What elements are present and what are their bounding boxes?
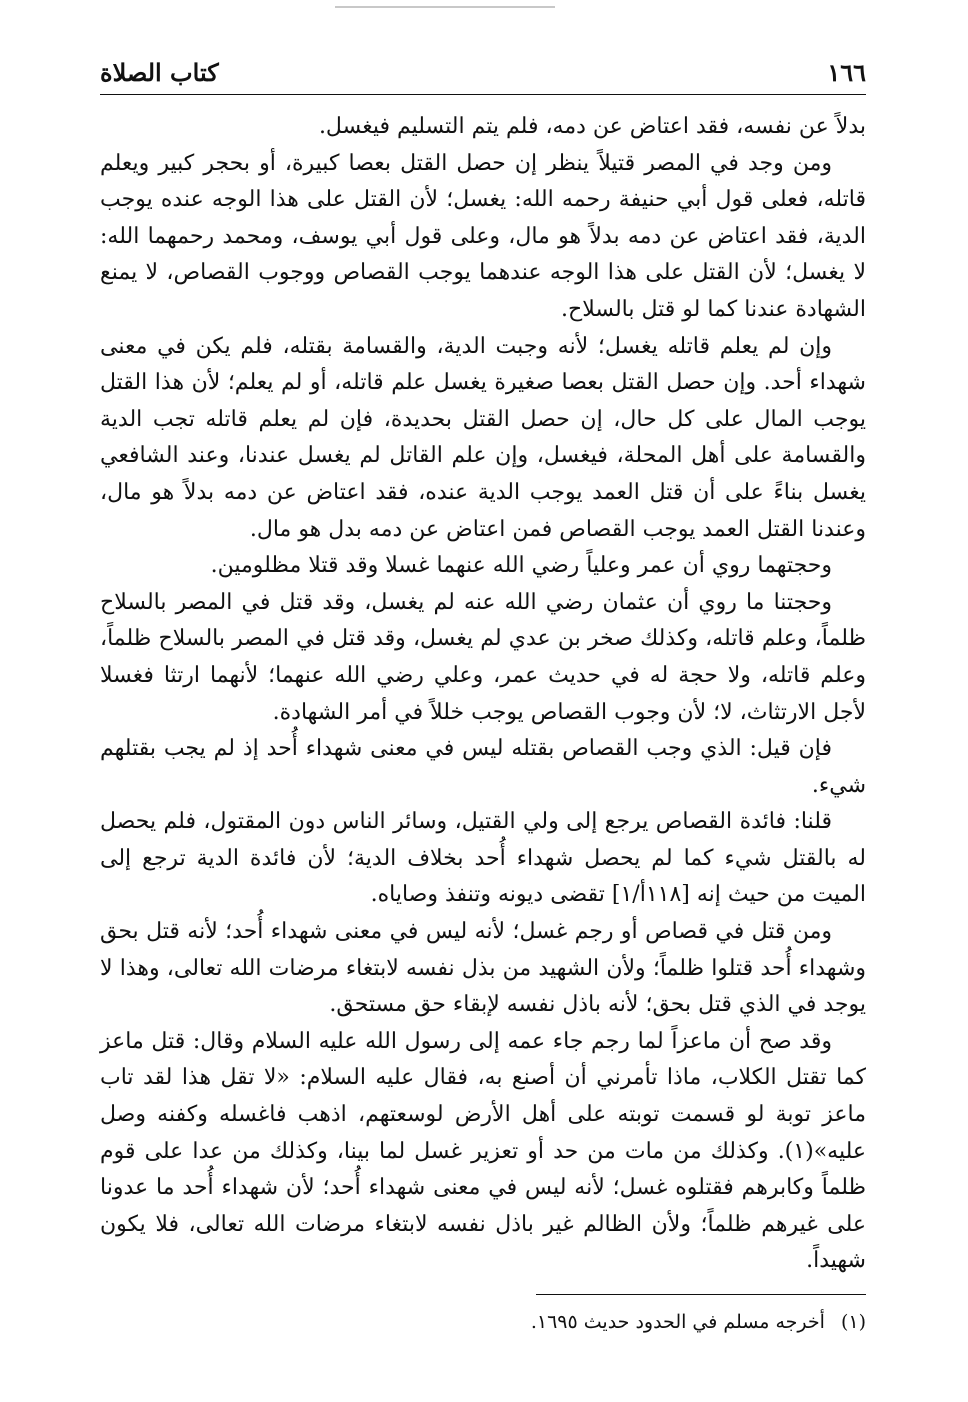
paragraph: فإن قيل: الذي وجب القصاص بقتله ليس في معنى شهداء أُحد إذ لم يجب بقتلهم شيء. bbox=[100, 736, 866, 798]
footnotes bbox=[100, 1294, 866, 1337]
paragraph: ومن قتل في قصاص أو رجم غسل؛ لأنه ليس في معنى شهداء أُحد؛ لأنه قتل بحق وشهداء أُحد قتلوا ظلماً؛ ولأن الشهيد من بذل نفسه لابتغاء مرضات الله تعالى، وهذا لا يوجد في الذي قتل بحق؛ لأنه باذل نفسه لإبقاء حق مستحق. bbox=[100, 919, 866, 1018]
paragraph: وحجتهما روي أن عمر وعلياً رضي الله عنهما غسلا وقد قتلا مظلومين. bbox=[210, 553, 832, 579]
paragraph: ومن وجد في المصر قتيلاً ينظر إن حصل القتل بعصا كبيرة، أو بحجر كبير ويعلم قاتله، فعلى قول أبي حنيفة رحمه الله: يغسل؛ لأن القتل على هذا الوجه عنده يوجب الدية، فقد اعتاض عن دمه بدلاً هو مال، وعلى قول أبي يوسف، ومحمد رحمهما الله: لا يغسل؛ لأن القتل على هذا الوجه عندهما يوجب القصاص ووجوب القصاص، لا يمنع الشهادة عندنا كما لو قتل بالسلاح. bbox=[100, 150, 866, 322]
footnote-number: (١) bbox=[840, 1311, 866, 1333]
main-text bbox=[100, 109, 866, 1280]
book-title: كتاب الصلاة bbox=[100, 58, 219, 87]
book-page bbox=[100, 58, 866, 1333]
paragraph: قلنا: فائدة القصاص يرجع إلى ولي القتيل، وسائر الناس دون المقتول، فلم يحصل له بالقتل شيء كما لم يحصل شهداء أُحد بخلاف الدية؛ لأن فائدة الدية ترجع إلى الميت من حيث إنه [١١٨أ/١] تقضى ديونه وتنفذ وصاياه. bbox=[100, 809, 866, 908]
paragraph: وقد صح أن ماعزاً لما رجم جاء عمه إلى رسول الله عليه السلام وقال: قتل ماعز كما تقتل الكلاب، ماذا تأمرني أن أصنع به، فقال عليه السلام: «لا تقل هذا لقد تاب ماعز توبة لو قسمت توبته على أهل الأرض لوسعتهم، اذهب فاغسله وكفنه وصل عليه»(١). وكذلك من مات من حد أو تعزير غسل لما بينا، وكذلك من عدا على قوم ظلماً وكابرهم فقتلوه غسل؛ لأنه ليس في معنى شهداء أُحد؛ لأن شهداء أُحد ما عدونا على غيرهم ظلماً؛ ولأن الظالم غير باذل نفسه لابتغاء مرضات الله تعالى، فلا يكون شهيداً. bbox=[100, 1028, 866, 1274]
paragraph: بدلاً عن نفسه، فقد اعتاض عن دمه، فلم يتم التسليم فيغسل. bbox=[318, 114, 866, 139]
footnote-text: أخرجه مسلم في الحدود حديث ١٦٩٥. bbox=[530, 1311, 825, 1333]
paragraph: وحجتنا ما روي أن عثمان رضي الله عنه لم يغسل، وقد قتل في المصر بالسلاح ظلماً، وعلم قاتله، وكذلك صخر بن عدي لم يغسل، وقد قتل في المصر بالسلاح ظلماً، وعلم قاتله، ولا حجة له في حديث عمر، وعلي رضي الله عنهما؛ لأنهما ارتثا فغسلا لأجل الارتثاث، لا؛ لأن وجوب القصاص يوجب خللاً في أمر الشهادة. bbox=[100, 589, 866, 725]
page-header bbox=[100, 58, 866, 95]
page-number: ١٦٦ bbox=[827, 58, 866, 87]
top-edge-mark bbox=[335, 6, 555, 8]
paragraph: وإن لم يعلم قاتله يغسل؛ لأنه وجبت الدية، والقسامة بقتله، فلم يكن في معنى شهداء أحد. وإن حصل القتل بعصا صغيرة يغسل علم قاتله، أو لم يعلم؛ لأن هذا القتل يوجب المال على كل حال، إن حصل القتل بحديدة، فإن لم يعلم قاتله تجب الدية والقسامة على أهل المحلة، فيغسل، وإن علم القاتل لم يغسل عندنا، وعند الشافعي يغسل بناءً على أن قتل العمد يوجب الدية عنده، فقد اعتاض عن دمه بدلاً هو مال، وعندنا القتل العمد يوجب القصاص فمن اعتاض عن دمه بدل هو مال. bbox=[100, 333, 866, 542]
footnote-separator bbox=[536, 1294, 866, 1295]
footnote bbox=[100, 1307, 866, 1337]
